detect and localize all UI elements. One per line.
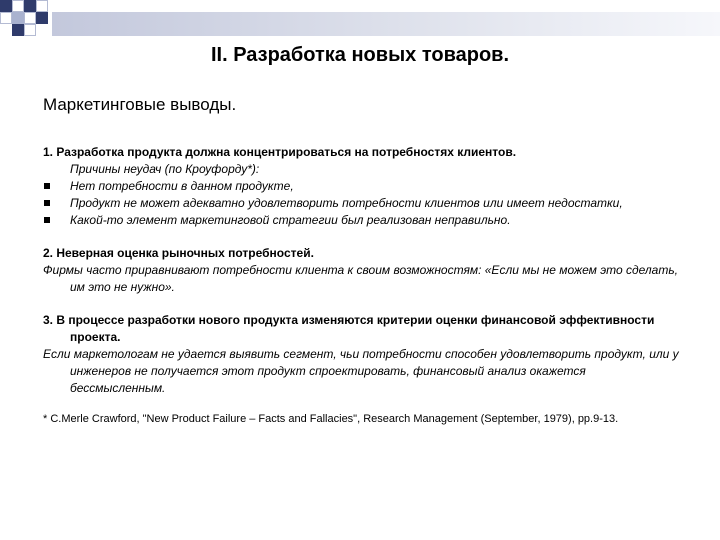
corner-square-2	[12, 0, 24, 12]
section1-intro: Причины неудач (по Кроуфорду*):	[70, 162, 260, 176]
bullet-text: Нет потребности в данном продукте,	[70, 179, 294, 193]
slide-subtitle: Маркетинговые выводы.	[43, 95, 237, 114]
section2-heading: 2. Неверная оценка рыночных потребностей.	[43, 246, 314, 260]
bullet-item	[43, 178, 683, 195]
section2-text: Фирмы часто приравнивают потребности клиента к своим возможностям: «Если мы не можем это сделать, им это не нужно».	[43, 263, 678, 294]
section3-text: Если маркетологам не удается выявить сегмент, чьи потребности способен удовлетворить продукт, или у инженеров не получается этот продукт спроектировать, финансовый анализ окажется бессмысленным.	[43, 347, 679, 395]
spacer	[43, 229, 683, 245]
spacer	[43, 397, 683, 411]
corner-square-9	[12, 24, 24, 36]
slide-content	[43, 144, 683, 428]
section3-heading: 3. В процессе разработки нового продукта изменяются критерии оценки финансовой эффективности проекта.	[43, 313, 655, 344]
bullet-item	[43, 212, 683, 229]
corner-square-4	[36, 0, 48, 12]
bullet-square-icon	[44, 217, 50, 223]
corner-square-7	[24, 12, 36, 24]
bullet-item	[43, 195, 683, 212]
bullet-square-icon	[44, 200, 50, 206]
spacer	[43, 296, 683, 312]
corner-square-8	[36, 12, 48, 24]
corner-square-5	[0, 12, 12, 24]
slide-title: II. Разработка новых товаров.	[210, 44, 510, 66]
bullet-text: Какой-то элемент маркетинговой стратегии был реализован неправильно.	[70, 213, 511, 227]
footnote: * C.Merle Crawford, "New Product Failure – Facts and Fallacies", Research Management (September, 1979), pp.9-13.	[43, 413, 619, 425]
corner-square-3	[24, 0, 36, 12]
corner-square-1	[0, 0, 12, 12]
bullet-text: Продукт не может адекватно удовлетворить потребности клиентов или имеет недостатки,	[70, 196, 623, 210]
bullet-square-icon	[44, 183, 50, 189]
corner-square-10	[24, 24, 36, 36]
corner-square-6	[12, 12, 24, 24]
section1-heading: 1. Разработка продукта должна концентрироваться на потребностях клиентов.	[43, 145, 517, 159]
header-gradient-bar	[52, 12, 720, 36]
